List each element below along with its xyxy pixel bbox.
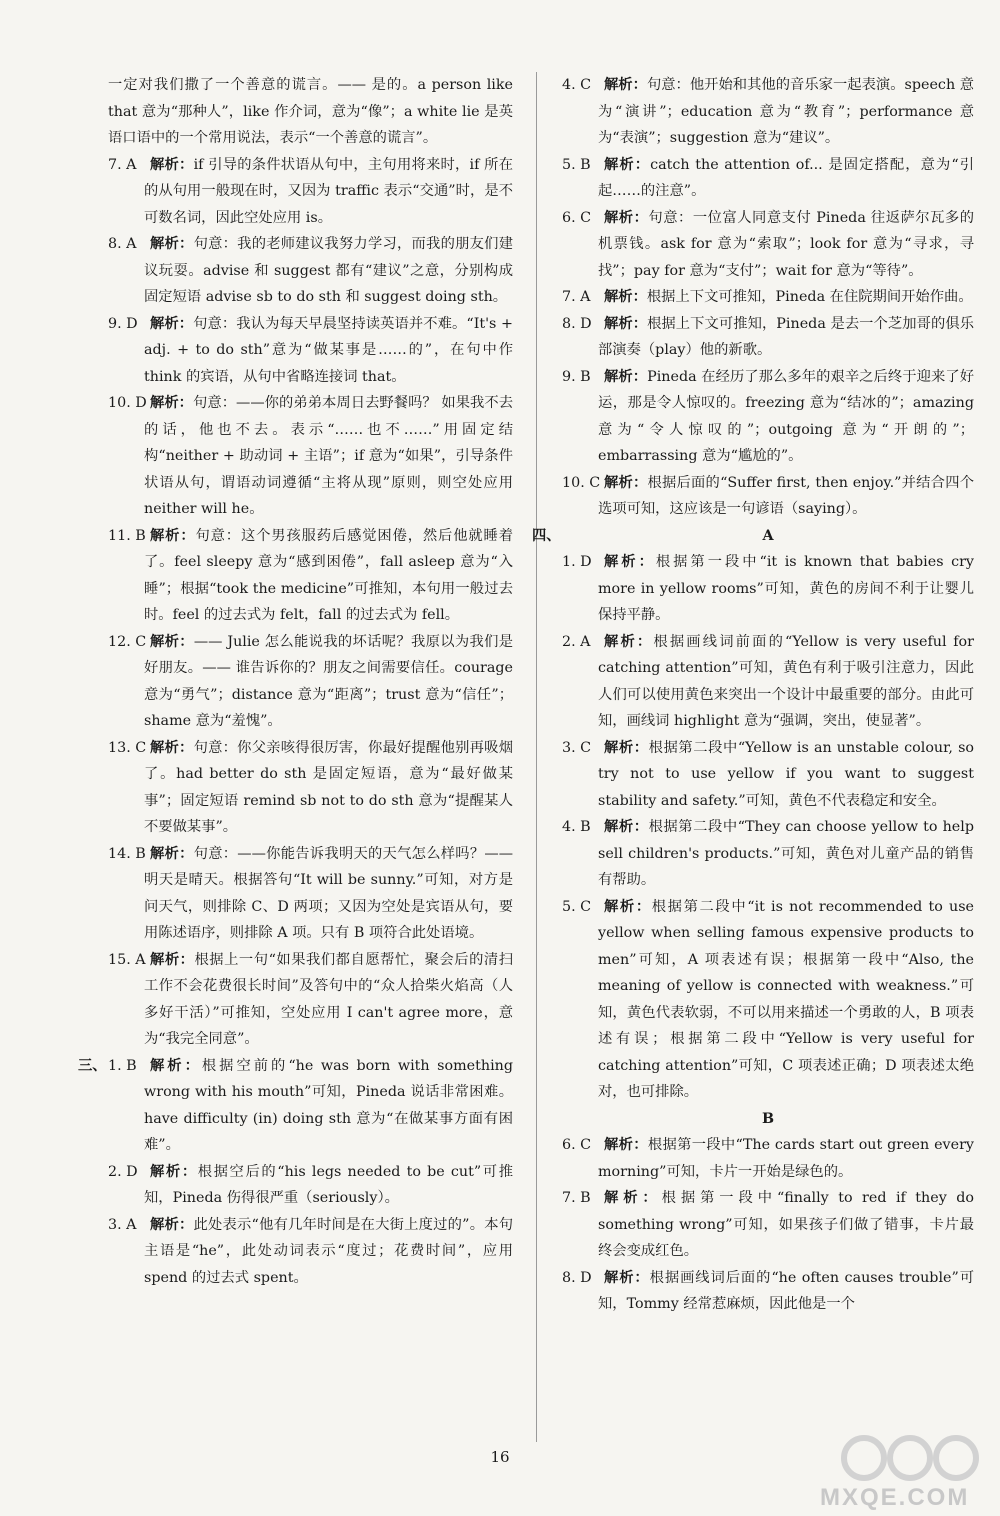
answer-item [108,1212,513,1292]
answer-item [108,152,513,232]
item-text: 根据空后的“his legs needed to be cut”可推知，Pineda 伤得很严重（seriously）。 [144,1163,513,1206]
item-text: 根据空前的“he was born with something wrong with his mouth”可知，Pineda 说话非常困难。have difficulty (in) doing sth 意为“在做某事方面有困难”。 [144,1057,514,1153]
item-label: 解析： [604,289,647,305]
item-number: 13. C [108,739,147,756]
item-number: 15. A [108,951,146,968]
item-text: catch the attention of... 是固定搭配，意为“引起……的注意”。 [598,156,975,199]
passage-heading-a: A [762,527,774,544]
item-text: 根据后面的“Suffer first, then enjoy.”并结合四个选项可知，这应该是一句谚语（saying）。 [598,474,974,517]
item-label: 解析： [604,209,649,226]
column-divider [536,72,537,1442]
answer-item [108,947,513,1053]
item-number: 11. B [108,527,146,544]
item-label: 解析： [604,368,648,385]
item-text: 句意：一位富人同意支付 Pineda 往返萨尔瓦多的机票钱。ask for 意为“索取”；look for 意为“寻求，寻找”；pay for 意为“支付”；wait for 意为“等待”。 [598,209,975,279]
item-label: 解析： [604,156,651,173]
item-text: 根据画线词前面的“Yellow is very useful for catching attention”可知，黄色有利于吸引注意力，因此人们可以使用黄色来突出一个设计中最重要的部分。由此可知，画线词 highlight 意为“强调，突出，使显著”。 [598,633,974,729]
item-label: 解析： [604,554,656,570]
item-number: 6. C [562,209,592,226]
item-label: 解析： [604,315,648,332]
item-text: 根据第一段中“The cards start out green every morning”可知，卡片一开始是绿色的。 [598,1137,975,1180]
item-text: —— Julie 怎么能说我的坏话呢？我原以为我们是好朋友。—— 谁告诉你的？朋友之间需要信任。courage 意为“勇气”；distance 意为“距离”；trust 意为“信任”；shame 意为“羞愧”。 [144,633,514,729]
item-number: 14. B [108,845,146,862]
answer-item [562,814,974,894]
answer-item [108,629,513,735]
answer-item [562,311,974,364]
item-number: 2. A [562,633,591,650]
item-number: 7. A [562,289,591,305]
answer-item [562,364,974,470]
item-label: 解析： [604,474,648,491]
item-number: 10. D [108,395,147,411]
answer-item [562,894,974,1106]
item-label: 解析： [604,77,647,93]
item-text: 根据上下文可推知，Pineda 是去一个芝加哥的俱乐部演奏（play）他的新歌。 [598,315,974,358]
answer-item [108,311,513,391]
passage-heading-b: B [761,1110,775,1127]
section-four [532,523,975,1318]
left-items [108,152,513,1053]
item-label: 解析： [604,898,652,915]
item-text: 根据画线词后面的“he often causes trouble”可知，Tommy 经常惹麻烦，因此他是一个 [598,1269,974,1312]
item-number: 10. C [562,474,601,491]
answer-item [108,390,513,523]
answer-item [562,152,974,205]
item-text: 根据第二段中“it is not recommended to use yellow when selling famous expensive products to men”可知，A 项表述有误；根据第一段中“Also, the meaning of yellow is connected with weakness.”可知，黄色代表软弱，不可以用来描述一个勇敢的人，B 项表述有误；根据第二段中“Yellow is very useful for catching attention”可知，C 项表述正确；D 项表述太绝对，也可排除。 [598,898,975,1100]
item-label: 解析： [604,1269,650,1286]
item-number: 3. C [562,739,592,756]
item-number: 1. B [108,1057,137,1074]
answer-item [108,1159,513,1212]
item-text: 根据第二段中“Yellow is an unstable colour, so try not to use yellow if you want to suggest stability and safety.”可知，黄色不代表稳定和安全。 [598,739,975,809]
answer-item [562,72,974,152]
item-text: 句意：这个男孩服药后感觉困倦，然后他就睡着了。feel sleepy 意为“感到困倦”，fall asleep 意为“入睡”；根据“took the medicine”可推知，本句用一般过去时。feel 的过去式为 felt，fall 的过去式为 fell。 [144,527,513,623]
item-label: 解析： [150,156,194,173]
answer-item [562,735,974,815]
item-number: 8. A [108,236,137,252]
item-text: 根据上下文可推知，Pineda 在住院期间开始作曲。 [646,289,973,305]
item-number: 6. C [562,1137,592,1153]
item-number: 3. A [108,1216,137,1233]
item-number: 5. C [562,898,592,915]
item-label: 解析： [150,1163,198,1180]
item-label: 解析： [604,633,654,650]
answer-item [562,549,974,629]
item-text: 根据上一句“如果我们都自愿帮忙，聚会后的清扫工作不会花费很长时间”及答句中的“众人拾柴火焰高（人多好干活）”可推知，空处应用 I can't agree more，意为“我完全同意”。 [144,951,514,1047]
answer-item [108,735,513,841]
answer-item [108,841,513,947]
item-text: 根据第二段中“They can choose yellow to help sell children's products.”可知，黄色对儿童产品的销售有帮助。 [598,819,974,888]
item-label: 解析： [150,315,194,332]
item-label: 解析： [150,1057,202,1074]
item-label: 解析： [150,633,194,650]
answer-item [562,284,974,311]
item-text: 句意：我认为每天早晨坚持读英语并不难。“It's + adj. + to do sth”意为“做某事是……的”，在句中作 think 的宾语，从句中省略连接词 that。 [144,315,513,385]
answer-item [108,523,513,629]
answer-item [108,231,513,311]
item-text: 句意：我的老师建议我努力学习，而我的朋友们建议玩耍。advise 和 suggest 都有“建议”之意，分别构成固定短语 advise sb to do sth 和 suggest doing sth。 [144,236,514,305]
item-label: 解析： [150,845,194,862]
answer-item [562,1132,974,1185]
answer-item [562,1185,974,1265]
item-text: 句意：你父亲咳得很厉害，你最好提醒他别再吸烟了。had better do sth 是固定短语，意为“最好做某事”；固定短语 remind sb not to do sth 意为“提醒某人不要做某事”。 [144,739,514,835]
item-number: 8. D [562,315,592,332]
item-text: 此处表示“他有几年时间是在大街上度过的”。本句主语是“he”，此处动词表示“度过；花费时间”，应用 spend 的过去式 spent。 [144,1216,514,1286]
answer-item [108,1053,513,1159]
item-label: 解析： [150,395,194,411]
item-label: 解析： [604,739,649,756]
item-number: 2. D [108,1163,138,1180]
right-column [532,72,975,1318]
item-number: 4. B [562,819,591,835]
section-three [78,1053,514,1292]
item-number: 7. B [562,1190,591,1206]
item-number: 8. D [562,1269,592,1286]
item-text: 根据第一段中“it is known that babies cry more in yellow rooms”可知，黄色的房间不利于让婴儿保持平静。 [598,554,975,623]
item-label: 解析： [150,1216,194,1233]
answer-item [562,470,974,523]
section-number: 三、 [78,1057,107,1074]
item-label: 解析： [150,951,195,968]
watermark-text: MXQE.COM [820,1484,970,1511]
left-column [78,72,514,1291]
item-label: 解析： [150,527,196,544]
item-label: 解析： [150,739,194,756]
answer-item [562,1265,974,1318]
item-number: 9. B [562,368,591,385]
item-text: 句意：——你的弟弟本周日去野餐吗？ 如果我不去的话，他也不去。表示“……也不……”用固定结构“neither + 助动词 + 主语”；if 意为“如果”，引导条件状语从句，谓语动词遵循“主将从现”原则，则空处应用 neither will he。 [144,395,514,517]
item-text: 根据第一段中“finally to red if they do something wrong”可知，如果孩子们做了错事，卡片最终会变成红色。 [598,1190,975,1259]
item-text: 句意：他开始和其他的音乐家一起表演。speech 意为“演讲”；education 意为“教育”；performance 意为“表演”；suggestion 意为“建议”。 [598,77,975,146]
page-number: 16 [490,1448,510,1466]
item-label: 解析： [604,819,649,835]
item-label: 解析： [604,1137,648,1153]
item-text: if 引导的条件状语从句中，主句用将来时，if 所在的从句用一般现在时，又因为 traffic 表示“交通”时，是不可数名词，因此空处应用 is。 [144,156,513,226]
item-text: 句意：——你能告诉我明天的天气怎么样吗？——明天是晴天。根据答句“It will be sunny.”可知，对方是问天气，则排除 C、D 两项；又因为空处是宾语从句，要用陈述语序，则排除 A 项。只有 B 项符合此处语境。 [144,845,514,941]
section-number: 四、 [532,527,561,544]
item-number: 7. A [108,156,137,173]
item-label: 解析： [150,236,194,252]
item-number: 9. D [108,315,138,332]
item-label: 解析： [604,1190,662,1206]
item-number: 12. C [108,633,147,650]
answer-item [562,629,974,735]
item-text: Pineda 在经历了那么多年的艰辛之后终于迎来了好运，那是令人惊叹的。freezing 意为“结冰的”；amazing 意为“令人惊叹的”；outgoing 意为“开朗的”；embarrassing 意为“尴尬的”。 [598,368,974,464]
item-number: 5. B [562,156,591,173]
intro-paragraph: 一定对我们撒了一个善意的谎言。—— 是的。a person like that 意为“那种人”，like 作介词，意为“像”；a white lie 是英语口语中的一个常用说法，表示“一个善意的谎言”。 [108,77,513,146]
answer-item [562,205,974,285]
item-number: 1. D [562,554,592,570]
item-number: 4. C [562,77,592,93]
